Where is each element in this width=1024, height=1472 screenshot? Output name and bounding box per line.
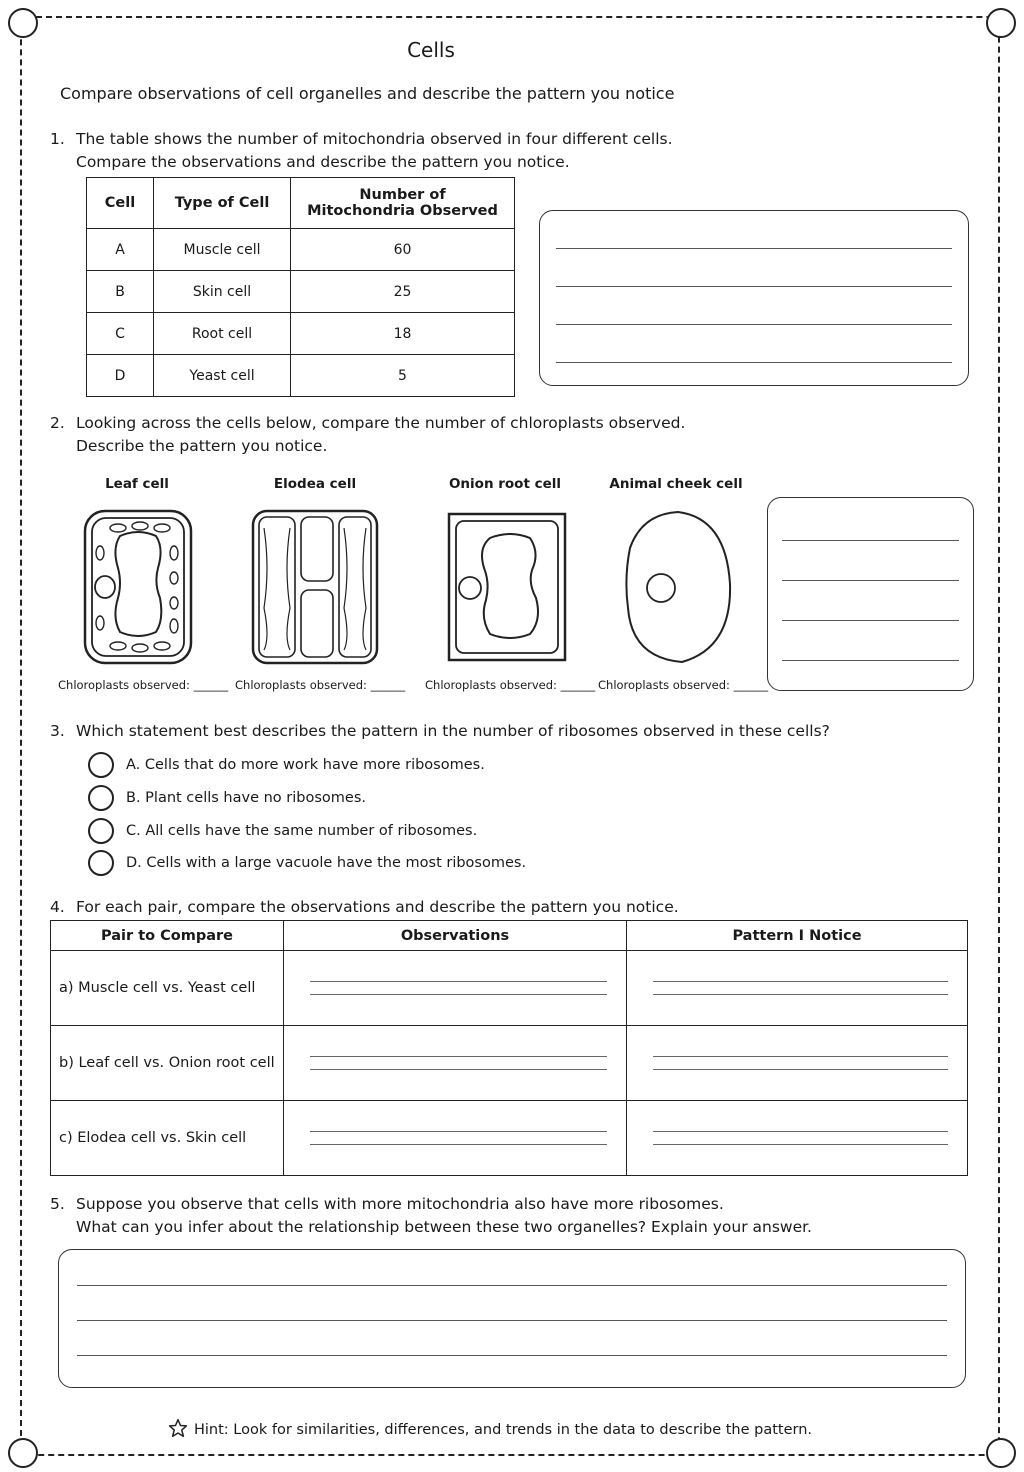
question-4: 4. For each pair, compare the observations and describe the pattern you notice. <box>50 898 679 916</box>
cell-label: Onion root cell <box>448 476 562 492</box>
radio-button[interactable] <box>88 818 114 844</box>
corner-curl-icon <box>986 1438 1016 1468</box>
question-3: 3. Which statement best describes the pattern in the number of ribosomes observed in these cells? <box>50 722 830 740</box>
page-title: Cells <box>407 38 455 62</box>
option-d[interactable]: D. Cells with a large vacuole have the most ribosomes. <box>88 850 526 876</box>
observations-field[interactable] <box>284 1101 627 1176</box>
pattern-field[interactable] <box>627 1026 968 1101</box>
cell-label: Leaf cell <box>105 476 169 492</box>
table-header: Pattern I Notice <box>627 921 968 951</box>
corner-curl-icon <box>8 8 38 38</box>
table-header: Number of Mitochondria Observed <box>291 178 515 229</box>
table-header: Cell <box>87 178 154 229</box>
star-icon <box>168 1418 188 1438</box>
cell-label: Elodea cell <box>273 476 357 492</box>
observations-field[interactable] <box>284 1026 627 1101</box>
corner-curl-icon <box>8 1438 38 1468</box>
table-row: D Yeast cell 5 <box>87 355 515 397</box>
cell-label: Animal cheek cell <box>609 476 743 492</box>
observations-field[interactable] <box>284 951 627 1026</box>
option-b[interactable]: B. Plant cells have no ribosomes. <box>88 785 366 811</box>
mitochondria-table <box>86 177 515 397</box>
onion-root-cell-diagram <box>444 508 570 666</box>
answer-box-q1[interactable] <box>539 210 969 386</box>
table-row: C Root cell 18 <box>87 313 515 355</box>
corner-curl-icon <box>986 8 1016 38</box>
radio-button[interactable] <box>88 850 114 876</box>
radio-button[interactable] <box>88 752 114 778</box>
table-header: Pair to Compare <box>51 921 284 951</box>
table-row: B Skin cell 25 <box>87 271 515 313</box>
table-row: A Muscle cell 60 <box>87 229 515 271</box>
option-c[interactable]: C. All cells have the same number of ribosomes. <box>88 818 477 844</box>
pair-label: b) Leaf cell vs. Onion root cell <box>51 1026 284 1101</box>
pair-label: a) Muscle cell vs. Yeast cell <box>51 951 284 1026</box>
question-2: 2. Looking across the cells below, compare the number of chloroplasts observed. Describe the pattern you notice. <box>50 414 686 455</box>
chloroplast-count-field[interactable]: Chloroplasts observed: ______ <box>235 678 406 692</box>
table-row <box>51 1101 968 1176</box>
page-subtitle: Compare observations of cell organelles and describe the pattern you notice <box>60 84 675 103</box>
option-a[interactable]: A. Cells that do more work have more ribosomes. <box>88 752 485 778</box>
question-1: 1. The table shows the number of mitochondria observed in four different cells. Compare the observations and describe the pattern you notice. <box>50 130 673 171</box>
answer-box-q2[interactable] <box>767 497 974 691</box>
chloroplast-count-field[interactable]: Chloroplasts observed: ______ <box>598 678 769 692</box>
elodea-cell-diagram <box>250 508 380 666</box>
leaf-cell-diagram <box>82 508 194 666</box>
question-5: 5. Suppose you observe that cells with more mitochondria also have more ribosomes. What can you infer about the relationship between these two organelles? Explain your answer. <box>50 1195 812 1236</box>
table-header: Type of Cell <box>154 178 291 229</box>
pair-label: c) Elodea cell vs. Skin cell <box>51 1101 284 1176</box>
table-header: Observations <box>284 921 627 951</box>
pair-compare-table <box>50 920 968 1176</box>
hint: Hint: Look for similarities, differences, and trends in the data to describe the pattern. <box>0 1418 980 1438</box>
radio-button[interactable] <box>88 785 114 811</box>
pattern-field[interactable] <box>627 951 968 1026</box>
table-row <box>51 951 968 1026</box>
chloroplast-count-field[interactable]: Chloroplasts observed: ______ <box>425 678 596 692</box>
answer-box-q5[interactable] <box>58 1249 966 1388</box>
pattern-field[interactable] <box>627 1101 968 1176</box>
cheek-cell-diagram <box>622 508 734 666</box>
table-row <box>51 1026 968 1101</box>
chloroplast-count-field[interactable]: Chloroplasts observed: ______ <box>58 678 229 692</box>
